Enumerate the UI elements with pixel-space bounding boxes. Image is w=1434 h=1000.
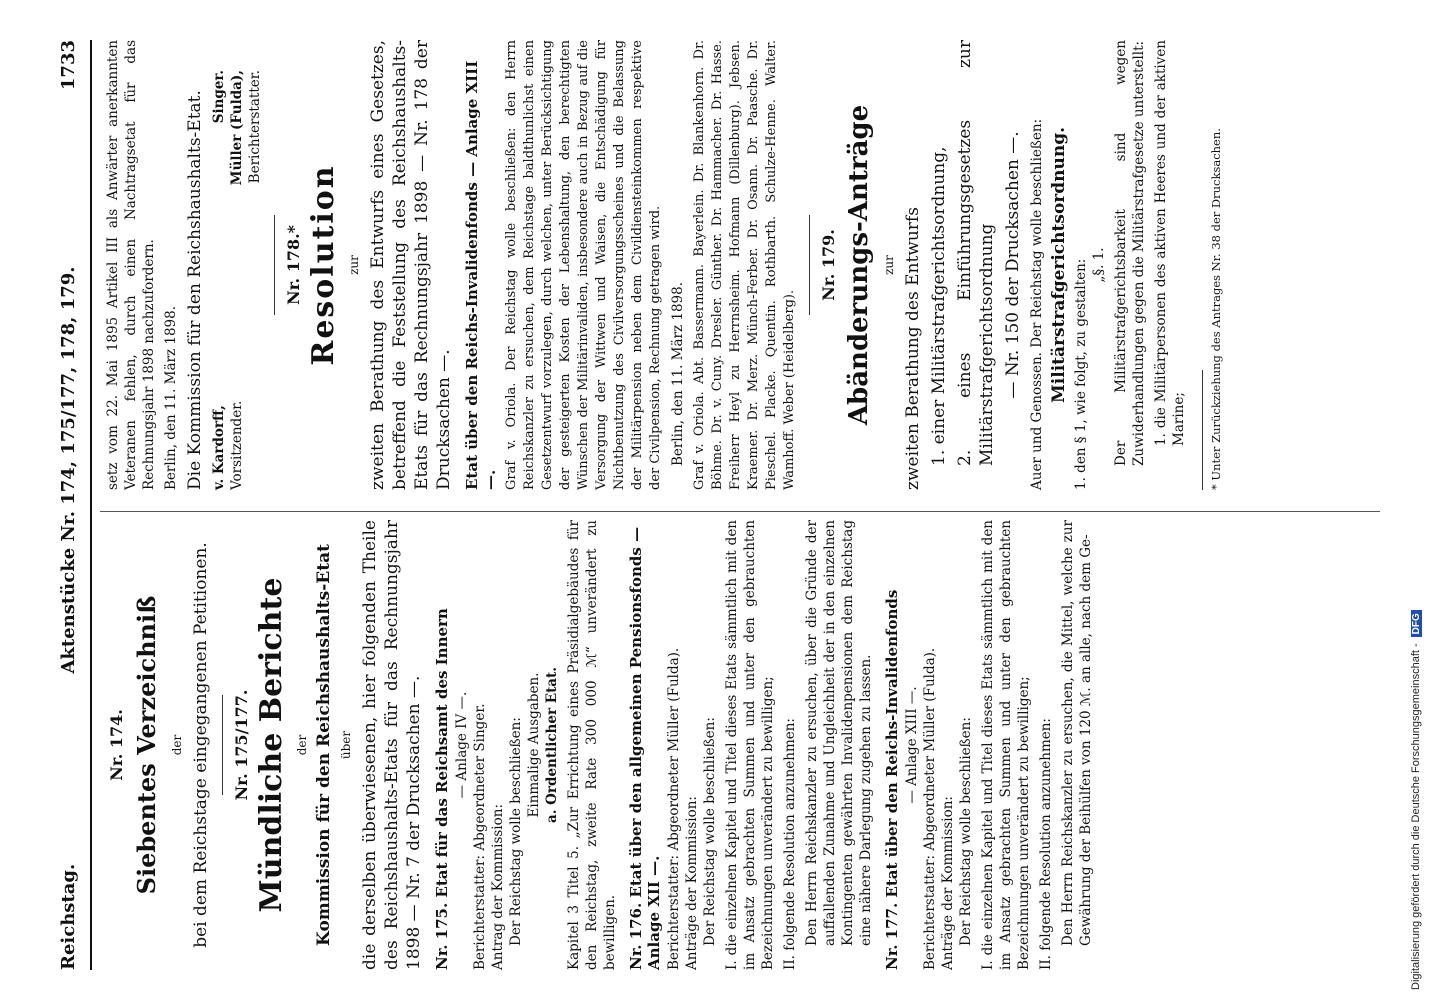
digitization-note [1410, 0, 1430, 990]
signature-right [210, 40, 264, 185]
column-divider [100, 511, 1380, 512]
der-label-2: der [295, 734, 309, 756]
nr175-kapitel: Kapitel 3 Titel 5. „Zur Errichtung eines Präsidialgebäudes für den Reichstag, zweite Rate 300 000 ℳ“ unverändert zu bewilligen. [566, 520, 618, 970]
nr175-antrag: Antrag der Kommission: [490, 804, 506, 970]
right-column [100, 40, 1225, 490]
nr178-label: Nr. 178.* [284, 224, 303, 306]
kommission-line: Die Kommission für den Reichshaushalts-Etat. [185, 90, 205, 490]
zur-label-2: zur [882, 255, 896, 275]
continued-text: setz vom 22. Mai 1895 Artikel III als Anwärter anerkannten Veteranen fehlen, durch einen Nachtragsetat für das Rechnungsjahr 1898 nachzufordern. [105, 40, 157, 490]
ueber-label: über [339, 730, 353, 760]
running-head [58, 40, 88, 970]
signature-left-name: v. Kardorff, [211, 405, 227, 490]
nr179-reference: — Nr. 150 der Drucksachen —. [1003, 131, 1023, 399]
page-number: 1733 [58, 40, 79, 91]
nr179-body: zweiten Berathung des Entwurfs [903, 207, 923, 490]
nr175-heading: Nr. 175. Etat für das Reichsamt des Innern [433, 608, 451, 970]
nr178-body: zweiten Berathung des Entwurfs eines Gesetzes, betreffend die Feststellung des Reichshaushalts-Etats für das Rechnungsjahr 1898 — Nr. 178 der Drucksachen —. [368, 40, 454, 490]
nr174-label: Nr. 174. [107, 709, 126, 781]
nr177-anlage: — Anlage XIII —. [904, 686, 920, 804]
divider [222, 695, 223, 795]
oriola-resolution: Graf v. Oriola. Der Reichstag wolle beschließen: den Herrn Reichskanzler zu ersuchen, dem Reichstage baldthunlichst einen Gesetzentwurf vorzulegen, durch welchen, unter Berücksichtigung der gesteigerten Kosten der Lebenshaltung, den berechtigten Wünschen der Militärinvaliden, insbesondere auch in Bezug auf die Versorgung der Wittwen und Waisen, die Entschädigung für Nichtbenutzung des Civilversorgungsscheines und die Belassung der Militärpension neben dem Civildiensteinkommen respektive der Civilpension, Rechnung getragen wird. [504, 40, 663, 490]
antraege-title: Abänderungs-Anträge [844, 104, 874, 426]
signature-right-name-1: Singer. [211, 70, 227, 124]
running-head-title: Aktenstücke Nr. 174, 175/177, 178, 179. [58, 266, 79, 674]
signature-left-role: Vorsitzender. [229, 400, 245, 490]
der-label: der [170, 734, 184, 756]
footnote: * Unter Zurückziehung des Antrages Nr. 38 der Drucksachen. [1209, 128, 1223, 490]
paragraph-1-intro: 1. den § 1, wie folgt, zu gestalten: [1073, 258, 1089, 490]
paragraph-1-heading: „§. 1. [1091, 247, 1107, 283]
nr179-item-1: 1. einer Militärstrafgerichtsordnung, [929, 146, 949, 466]
nr175-reporter: Berichterstatter: Abgeordneter Singer. [472, 703, 488, 970]
nr179-label: Nr. 179. [819, 229, 838, 301]
nr175-anlage: — Anlage IV —. [454, 691, 470, 799]
nr175-beschluss: Der Reichstag wolle beschließen: [508, 717, 524, 946]
auer-motion: Auer und Genossen. Der Reichstag wolle beschließen: [1029, 118, 1045, 490]
resolution-title: Resolution [306, 164, 341, 366]
digitization-text: Digitalisierung gefördert durch die Deutsche Forschungsgemeinschaft - [1410, 643, 1422, 990]
nr177-antraege: Anträge der Kommission: [940, 796, 956, 970]
signature-right-role: Berichterstatter. [247, 70, 263, 184]
signature-left [210, 401, 264, 490]
nr177-reporter: Berichterstatter: Abgeordneter Müller (Fulda). [922, 647, 938, 970]
nr176-beschluss: Der Reichstag wolle beschließen: [702, 717, 718, 946]
nr175-einmalige: Einmalige Ausgaben. [526, 672, 542, 818]
intro-paragraph: die derselben überwiesenen, hier folgenden Theile des Reichshaushalts-Etats für das Rechnungsjahr 1898 — Nr. 7 der Drucksachen —. [360, 520, 424, 970]
petitions-line: bei dem Reichstage eingegangenen Petitionen. [191, 542, 211, 948]
date-line-2: Berlin, den 11. März 1898. [670, 281, 686, 466]
nr177-resolution-text: Den Herrn Reichskanzler zu ersuchen, die Mittel, welche zur Gewährung der Beihülfen von 120 ℳ. an alle, nach dem Ge- [1060, 520, 1094, 946]
dfg-logo: DFG [1411, 610, 1422, 637]
header-rule [90, 40, 92, 970]
nr179-item-2: 2. eines Einführungsgesetzes zur Militärstrafgerichtsordnung [955, 40, 997, 466]
signature-block [210, 40, 264, 490]
nr176-item-2: II. folgende Resolution anzunehmen: [782, 718, 798, 970]
divider-2 [274, 215, 275, 315]
nr176-item-1: I. die einzelnen Kapitel und Titel dieses Etats sämmtlich mit den im Ansatz gebrachten Summen und unter den gebrauchten Bezeichnungen unverändert zu bewilligen; [724, 520, 776, 970]
muendliche-berichte-title: Mündliche Berichte [254, 577, 289, 913]
left-column [100, 520, 1099, 970]
running-head-left: Reichstag. [58, 863, 79, 970]
nr177-item-1: I. die einzelnen Kapitel und Titel dieses Etats sämmtlich mit den im Ansatz gebrachten Summen und unter den gebrauchten Bezeichnungen unverändert zu bewilligen; [980, 520, 1032, 970]
document-page [50, 20, 1420, 990]
nr176-reporter: Berichterstatter: Abgeordneter Müller (Fulda). [666, 647, 682, 970]
nr177-heading: Nr. 177. Etat über den Reichs-Invalidenfonds [883, 589, 901, 970]
nr174-title: Siebentes Verzeichniß [132, 595, 161, 895]
nr176-heading: Nr. 176. Etat über den allgemeinen Pensionsfonds — Anlage XII —. [627, 526, 663, 970]
nr175-ordentlich: a. Ordentlicher Etat. [544, 667, 560, 824]
paragraph-1-sub-1: 1. die Militärpersonen des aktiven Heeres und der aktiven Marine; [1153, 40, 1187, 446]
divider-3 [809, 215, 810, 315]
nr178-etat-heading: Etat über den Reichs-Invalidenfonds — Anlage XIII —. [463, 60, 499, 490]
zur-label: zur [347, 255, 361, 275]
nr176-antraege: Anträge der Kommission: [684, 796, 700, 970]
kommission-heading: Kommission für den Reichshaushalts-Etat [314, 544, 334, 946]
nr177-item-2: II. folgende Resolution anzunehmen: [1038, 718, 1054, 970]
nr177-beschluss: Der Reichstag wolle beschließen: [958, 717, 974, 946]
nr176-resolution-text: Den Herrn Reichskanzler zu ersuchen, über die Gründe der auffallenden Zunahme und Ungleichheit der in den einzelnen Kontingenten gewährten Invalidenpensionen dem Reichstag eine nähere Darlegung zugehen zu lassen. [804, 520, 874, 946]
nr175-177-label: Nr. 175/177. [232, 689, 251, 801]
footnote-rule [1202, 370, 1203, 490]
paragraph-1-text: Der Militärstrafgerichtsbarkeit sind wegen Zuwiderhandlungen gegen die Militärstrafgesetze unterstellt: [1113, 40, 1147, 466]
signatory-names: Graf v. Oriola. Abt. Bassermann. Bayerlein. Dr. Blankenhorn. Dr. Böhme. Dr. v. Cuny. Dresler. Günther. Dr. Hammacher. Dr. Hasse. Freiherr Heyl zu Herrnsheim. Hofmann (Dillenburg). Jebsen. Kraemer. Dr. Merz. Münch-Ferber. Dr. Osann. Dr. Paasche. Dr. Pieschel. Placke. Quentin. Rothbarth. Schulze-Henne. Walter. Wamhoff. Weber (Heidelberg). [692, 40, 797, 490]
date-line-1: Berlin, den 11. März 1898. [163, 305, 179, 490]
msgo-heading: Militärstrafgerichtsordnung. [1049, 126, 1069, 404]
signature-right-name-2: Müller (Fulda), [229, 70, 245, 186]
